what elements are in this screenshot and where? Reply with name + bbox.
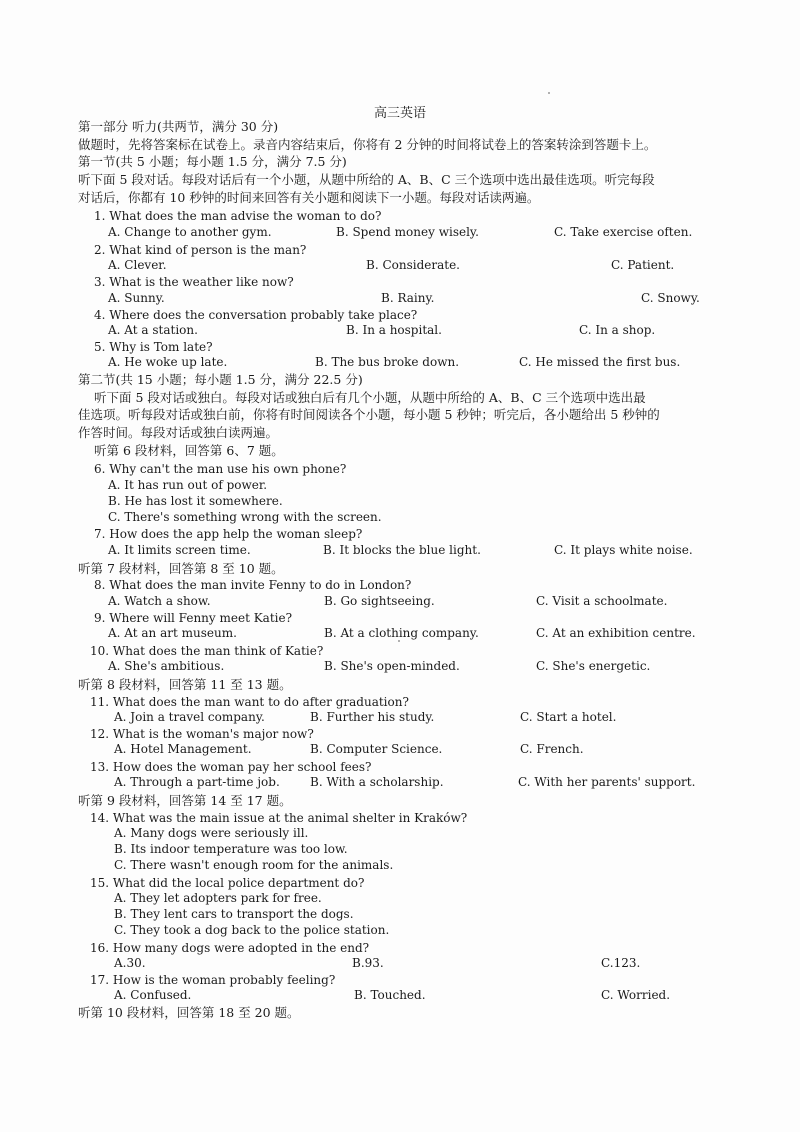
section1-instruction-2: 对话后，你都有 10 秒钟的时间来回答有关小题和阅读下一小题。每段对话读两遍。 [78,190,540,205]
material-7-heading: 听第 7 段材料，回答第 8 至 10 题。 [78,561,284,576]
question-11: 11. What does the man want to do after graduation? [90,695,409,709]
q10-option-b: B. She's open-minded. [324,659,460,673]
q13-option-b: B. With a scholarship. [310,775,444,789]
material-6-heading: 听第 6 段材料，回答第 6、7 题。 [94,443,284,458]
q1-option-a: A. Change to another gym. [108,225,272,239]
question-13: 13. How does the woman pay her school fees? [90,760,372,774]
section2-instruction-3: 作答时间。每段对话或独白读两遍。 [78,425,279,440]
question-10: 10. What does the man think of Katie? [90,644,324,658]
material-10-heading: 听第 10 段材料，回答第 18 至 20 题。 [78,1005,300,1020]
question-1: 1. What does the man advise the woman to do? [94,209,382,223]
section2-instruction-1: 听下面 5 段对话或独白。每段对话或独白后有几个小题，从题中所给的 A、B、C 三个选项中选出最 [94,390,646,405]
q10-option-a: A. She's ambitious. [108,659,225,673]
q9-option-c: C. At an exhibition centre. [536,626,696,640]
q2-option-c: C. Patient. [611,258,675,272]
q9-option-b: B. At a clothing company. [324,626,479,640]
q7-option-a: A. It limits screen time. [108,543,251,557]
q12-option-b: B. Computer Science. [310,742,443,756]
question-3: 3. What is the weather like now? [94,275,294,289]
q11-option-c: C. Start a hotel. [520,710,617,724]
q2-option-b: B. Considerate. [366,258,460,272]
q3-option-b: B. Rainy. [381,291,435,305]
q4-option-a: A. At a station. [108,323,198,337]
q16-option-b: B.93. [352,956,384,970]
q7-option-c: C. It plays white noise. [554,543,693,557]
question-5: 5. Why is Tom late? [94,340,213,354]
section1-instruction-1: 听下面 5 段对话。每段对话后有一个小题，从题中所给的 A、B、C 三个选项中选出最佳选项。听完每段 [78,172,655,187]
q9-option-a: A. At an art museum. [108,626,237,640]
question-17: 17. How is the woman probably feeling? [90,973,336,987]
material-8-heading: 听第 8 段材料，回答第 11 至 13 题。 [78,677,292,692]
question-4: 4. Where does the conversation probably take place? [94,308,418,322]
q12-option-a: A. Hotel Management. [114,742,252,756]
q11-option-a: A. Join a travel company. [114,710,265,724]
q1-option-c: C. Take exercise often. [554,225,693,239]
q11-option-b: B. Further his study. [310,710,435,724]
q8-option-c: C. Visit a schoolmate. [536,594,668,608]
q4-option-b: B. In a hospital. [346,323,442,337]
question-7: 7. How does the app help the woman sleep? [94,527,363,541]
q5-option-c: C. He missed the first bus. [519,355,681,369]
question-14: 14. What was the main issue at the animal shelter in Kraków? [90,811,468,825]
question-15: 15. What did the local police department do? [90,876,365,890]
q7-option-b: B. It blocks the blue light. [323,543,481,557]
q5-option-a: A. He woke up late. [108,355,228,369]
q12-option-c: C. French. [520,742,584,756]
q5-option-b: B. The bus broke down. [315,355,460,369]
question-12: 12. What is the woman's major now? [90,727,314,741]
question-16: 16. How many dogs were adopted in the end? [90,941,370,955]
q13-option-a: A. Through a part-time job. [114,775,280,789]
q17-option-c: C. Worried. [601,988,671,1002]
question-2: 2. What kind of person is the man? [94,243,307,257]
q15-option-a: A. They let adopters park for free. [114,891,322,905]
q17-option-a: A. Confused. [114,988,192,1002]
q17-option-b: B. Touched. [354,988,426,1002]
section2-instruction-2: 佳选项。听每段对话或独白前，你将有时间阅读各个小题，每小题 5 秒钟；听完后，各小题给出 5 秒钟的 [78,407,660,422]
q4-option-c: C. In a shop. [579,323,656,337]
q6-option-b: B. He has lost it somewhere. [108,494,283,508]
q6-option-c: C. There's something wrong with the screen. [108,510,382,524]
section2-heading: 第二节(共 15 小题；每小题 1.5 分，满分 22.5 分) [78,372,363,387]
q8-option-b: B. Go sightseeing. [324,594,435,608]
q16-option-a: A.30. [114,956,146,970]
question-6: 6. Why can't the man use his own phone? [94,462,347,476]
scan-speck [548,92,550,94]
q3-option-a: A. Sunny. [108,291,165,305]
q14-option-c: C. There wasn't enough room for the animals. [114,858,394,872]
q8-option-a: A. Watch a show. [108,594,211,608]
q13-option-c: C. With her parents' support. [518,775,696,789]
q2-option-a: A. Clever. [108,258,167,272]
q14-option-b: B. Its indoor temperature was too low. [114,842,348,856]
question-9: 9. Where will Fenny meet Katie? [94,611,293,625]
q10-option-c: C. She's energetic. [536,659,651,673]
q14-option-a: A. Many dogs were seriously ill. [114,826,309,840]
page-title: 高三英语 [373,106,426,121]
q1-option-b: B. Spend money wisely. [336,225,479,239]
q15-option-c: C. They took a dog back to the police station. [114,923,390,937]
q16-option-c: C.123. [601,956,641,970]
question-8: 8. What does the man invite Fenny to do in London? [94,578,412,592]
material-9-heading: 听第 9 段材料，回答第 14 至 17 题。 [78,793,292,808]
part1-heading: 第一部分 听力(共两节，满分 30 分) [78,119,279,134]
part1-instruction: 做题时，先将答案标在试卷上。录音内容结束后，你将有 2 分钟的时间将试卷上的答案转涂到答题卡上。 [78,137,657,152]
q6-option-a: A. It has run out of power. [108,478,268,492]
scan-speck [398,640,400,642]
q3-option-c: C. Snowy. [641,291,700,305]
q15-option-b: B. They lent cars to transport the dogs. [114,907,354,921]
section1-heading: 第一节(共 5 小题；每小题 1.5 分，满分 7.5 分) [78,154,347,169]
